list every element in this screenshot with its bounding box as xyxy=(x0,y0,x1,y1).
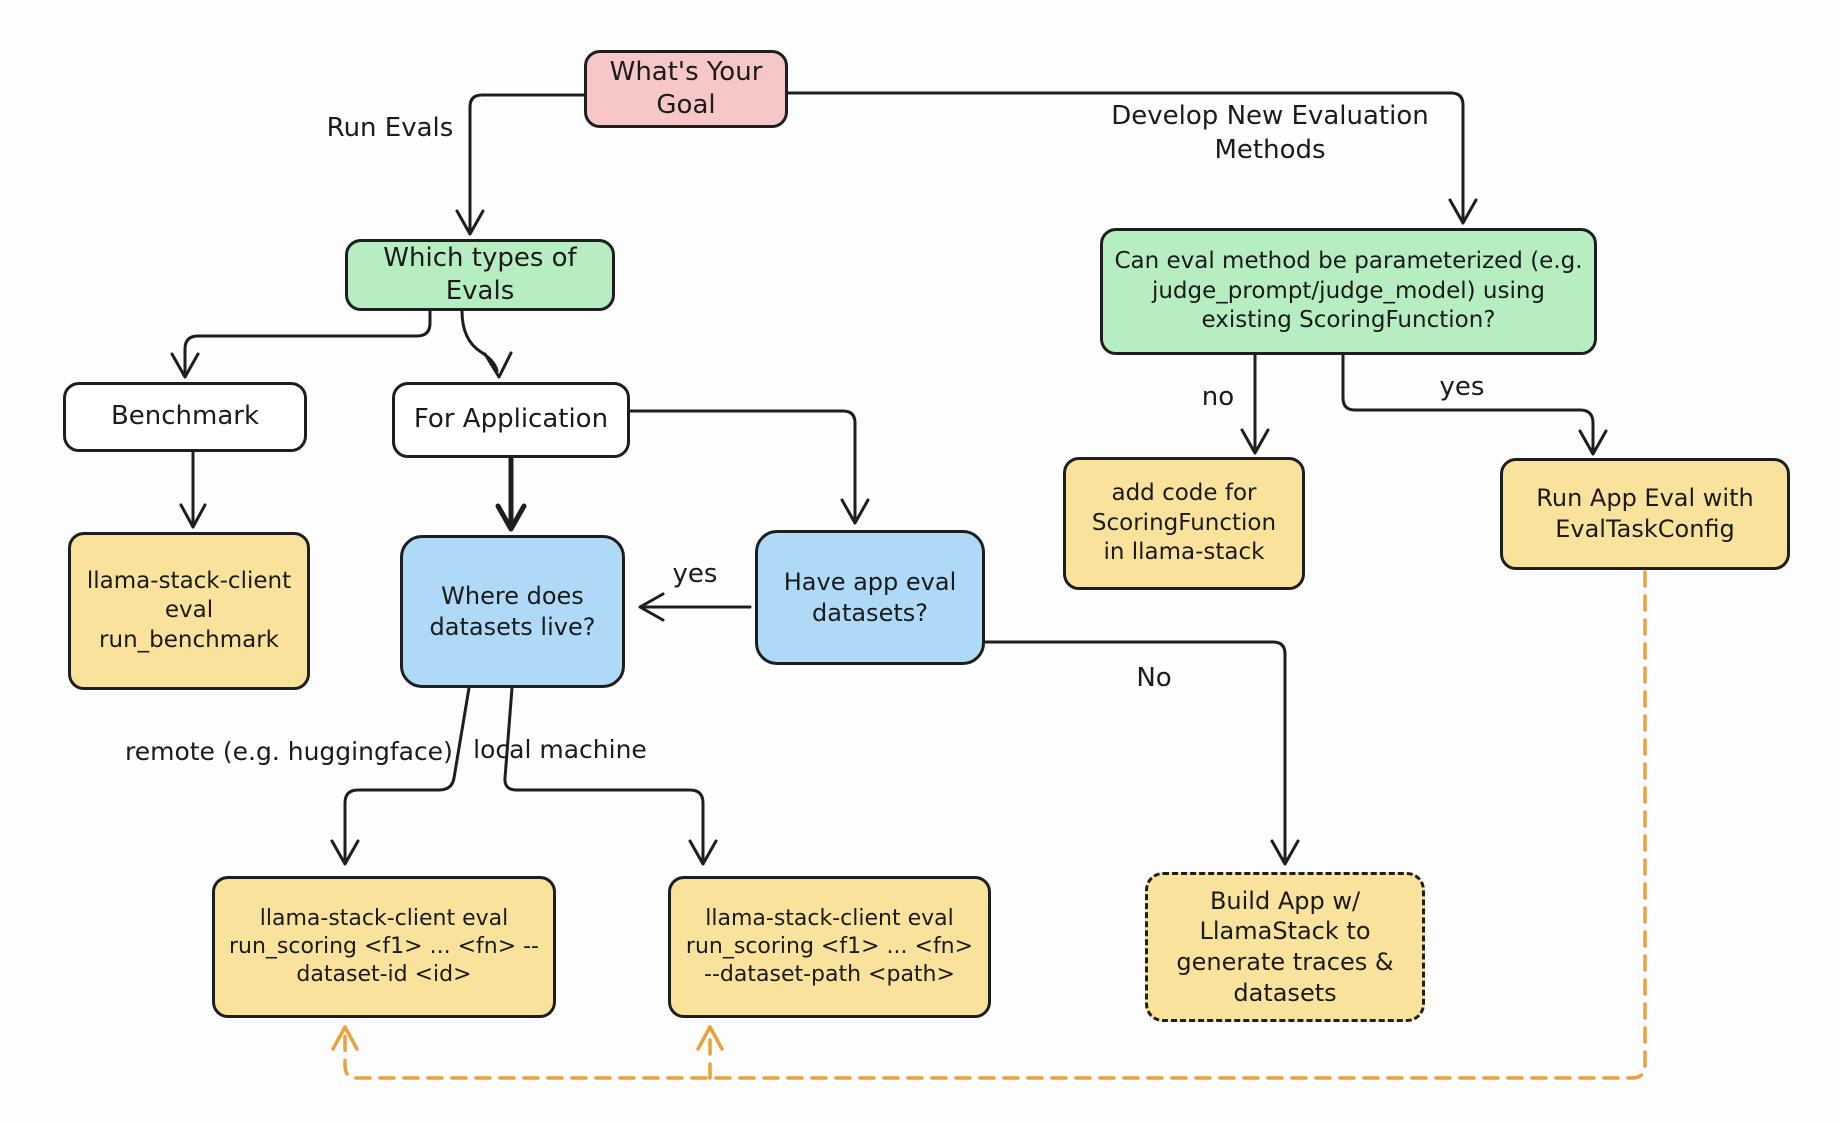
node-run-app-eval xyxy=(1500,458,1790,570)
node-run-benchmark-cmd-label: llama-stack-client eval run_benchmark xyxy=(86,567,292,653)
node-have-app-eval-datasets xyxy=(755,530,985,665)
node-where-does-datasets-live xyxy=(400,535,625,688)
node-for-application-label: For Application xyxy=(413,404,609,435)
edge-label-yes-mid: yes xyxy=(672,559,718,589)
arrow-where-datasets-to-remote-cmd xyxy=(332,688,469,864)
node-run-benchmark-cmd xyxy=(68,532,310,690)
arrow-which-types-to-benchmark xyxy=(172,311,430,377)
arrow-for-application-to-where-datasets xyxy=(498,458,524,529)
node-whats-your-goal xyxy=(584,50,788,128)
node-run-scoring-dataset-path-cmd-label: llama-stack-client eval run_scoring <f1> ... <fn> --dataset-path <path> xyxy=(685,905,974,988)
node-run-scoring-dataset-id-cmd-label: llama-stack-client eval run_scoring <f1> ... <fn> --dataset-id <id> xyxy=(228,905,539,988)
node-for-application xyxy=(392,382,630,458)
arrow-benchmark-to-cmd xyxy=(181,452,205,527)
node-build-app-llamastack xyxy=(1145,872,1425,1022)
edge-label-no: no xyxy=(1201,382,1235,412)
edge-label-yes: yes xyxy=(1439,372,1485,402)
arrow-for-application-to-have-datasets xyxy=(630,411,868,523)
node-can-eval-parameterized xyxy=(1100,228,1597,355)
arrowhead-feedback-remote xyxy=(333,1027,357,1049)
edge-label-local-machine: local machine xyxy=(473,735,647,764)
node-benchmark xyxy=(63,382,307,452)
edge-label-develop-new-evaluation-methods: Develop New Evaluation Methods xyxy=(1111,101,1429,165)
edge-label-remote-huggingface: remote (e.g. huggingface) xyxy=(125,737,453,766)
node-run-scoring-dataset-id-cmd xyxy=(212,876,556,1018)
node-run-app-eval-label: Run App Eval with EvalTaskConfig xyxy=(1536,484,1754,543)
node-whats-your-goal-label: What's Your Goal xyxy=(609,56,763,120)
node-can-eval-parameterized-label: Can eval method be parameterized (e.g. judge_prompt/judge_model) using existing ScoringFunction? xyxy=(1114,248,1583,334)
node-which-types-of-evals xyxy=(345,239,615,311)
node-have-app-eval-datasets-label: Have app eval datasets? xyxy=(783,567,957,627)
edge-label-run-evals: Run Evals xyxy=(326,113,454,143)
node-build-app-llamastack-label: Build App w/ LlamaStack to generate traces & datasets xyxy=(1176,886,1394,1007)
node-add-code-scoringfunction-label: add code for ScoringFunction in llama-stack xyxy=(1091,480,1277,566)
node-add-code-scoringfunction xyxy=(1063,457,1305,590)
node-run-scoring-dataset-path-cmd xyxy=(668,876,991,1018)
node-where-does-datasets-live-label: Where does datasets live? xyxy=(429,581,596,641)
arrow-which-types-to-for-application xyxy=(462,311,511,377)
arrow-where-datasets-to-local-cmd xyxy=(505,688,716,864)
arrow-have-datasets-to-where-datasets xyxy=(640,594,750,620)
node-benchmark-label: Benchmark xyxy=(110,401,260,432)
arrow-goal-to-which-types xyxy=(457,95,584,234)
arrowhead-feedback-local xyxy=(698,1027,722,1049)
node-which-types-of-evals-label: Which types of Evals xyxy=(383,242,577,306)
edge-label-no-mid: No xyxy=(1136,663,1172,693)
